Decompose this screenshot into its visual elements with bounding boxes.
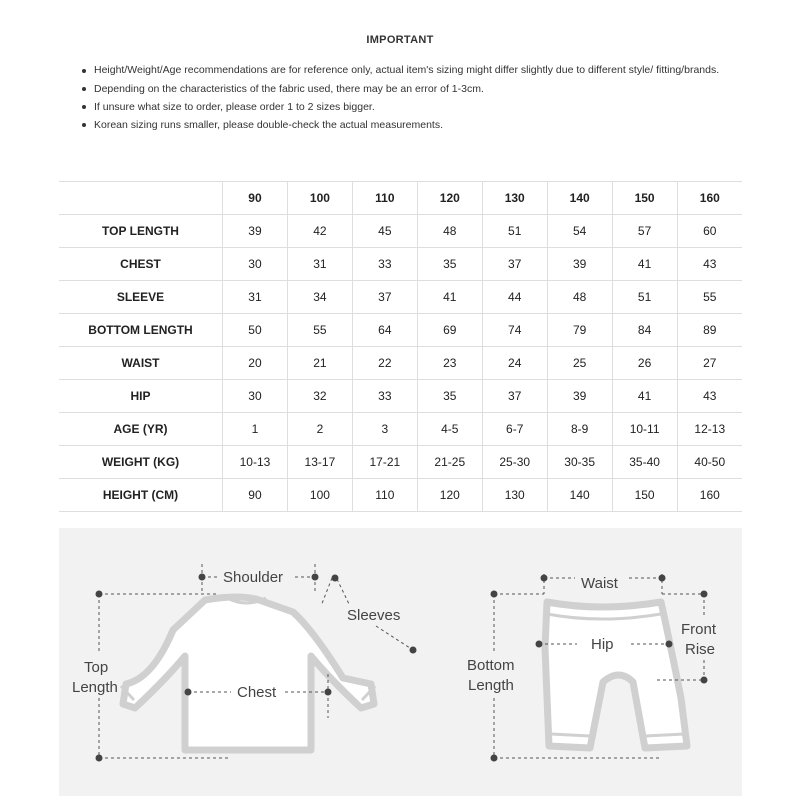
table-cell: 51: [482, 215, 547, 248]
table-cell: 12-13: [677, 413, 742, 446]
table-cell: 84: [612, 314, 677, 347]
sleeves-label: Sleeves: [347, 607, 401, 624]
table-cell: 43: [677, 380, 742, 413]
table-row: [59, 281, 742, 314]
table-cell: 43: [677, 248, 742, 281]
table-row: [59, 446, 742, 479]
table-cell: 90: [223, 479, 288, 512]
table-cell: 54: [547, 215, 612, 248]
table-cell: 110: [352, 479, 417, 512]
table-cell: 40-50: [677, 446, 742, 479]
bottom-length-label: Bottom: [467, 657, 515, 674]
shirt-outline: [123, 597, 374, 750]
sleeve-measure-line: [376, 626, 413, 650]
measurement-diagram-svg: [59, 528, 742, 796]
table-cell: 20: [223, 347, 288, 380]
table-cell: 79: [547, 314, 612, 347]
top-length-label: Top: [84, 659, 109, 676]
table-cell: 41: [612, 248, 677, 281]
size-header-cell: 90: [223, 182, 288, 215]
table-cell: 37: [482, 380, 547, 413]
table-cell: 55: [677, 281, 742, 314]
table-cell: 39: [547, 380, 612, 413]
table-cell: 10-11: [612, 413, 677, 446]
bottom-length-label: Length: [468, 677, 514, 694]
pants-outline: [545, 602, 687, 748]
table-cell: 32: [287, 380, 352, 413]
table-cell: 33: [352, 380, 417, 413]
size-header-cell: 150: [612, 182, 677, 215]
table-cell: 120: [417, 479, 482, 512]
size-chart-table: [59, 181, 742, 512]
size-header-cell: 160: [677, 182, 742, 215]
row-label: CHEST: [59, 248, 223, 281]
table-cell: 10-13: [223, 446, 288, 479]
table-cell: 57: [612, 215, 677, 248]
table-cell: 41: [612, 380, 677, 413]
measurement-diagram: [59, 528, 742, 796]
table-cell: 39: [223, 215, 288, 248]
table-cell: 48: [417, 215, 482, 248]
table-row: [59, 347, 742, 380]
table-cell: 60: [677, 215, 742, 248]
row-label: HEIGHT (CM): [59, 479, 223, 512]
table-cell: 51: [612, 281, 677, 314]
table-row: [59, 248, 742, 281]
table-cell: 22: [352, 347, 417, 380]
table-cell: 50: [223, 314, 288, 347]
table-cell: 37: [482, 248, 547, 281]
top-length-label: Length: [72, 679, 118, 696]
size-header-cell: 130: [482, 182, 547, 215]
size-header-cell: 120: [417, 182, 482, 215]
table-cell: 31: [223, 281, 288, 314]
table-cell: 44: [482, 281, 547, 314]
table-cell: 31: [287, 248, 352, 281]
table-cell: 2: [287, 413, 352, 446]
table-cell: 24: [482, 347, 547, 380]
pants-left-hem: [551, 734, 590, 736]
table-cell: 25-30: [482, 446, 547, 479]
note-item: Depending on the characteristics of the fabric used, there may be an error of 1-3cm.: [80, 80, 740, 98]
size-header-cell: 100: [287, 182, 352, 215]
table-cell: 1: [223, 413, 288, 446]
table-cell: 74: [482, 314, 547, 347]
table-row: [59, 380, 742, 413]
row-label: TOP LENGTH: [59, 215, 223, 248]
table-cell: 30: [223, 248, 288, 281]
table-cell: 35-40: [612, 446, 677, 479]
table-cell: 69: [417, 314, 482, 347]
front-rise-label: Rise: [685, 641, 716, 658]
table-cell: 27: [677, 347, 742, 380]
table-cell: 26: [612, 347, 677, 380]
table-cell: 160: [677, 479, 742, 512]
header-corner-cell: [59, 182, 223, 215]
row-label: HIP: [59, 380, 223, 413]
hip-label: Hip: [591, 636, 614, 653]
table-cell: 33: [352, 248, 417, 281]
row-label: WEIGHT (KG): [59, 446, 223, 479]
sleeve-measure-line: [321, 578, 332, 606]
note-item: Height/Weight/Age recommendations are for reference only, actual item's sizing might differ slightly due to different style/ fitting/brands.: [80, 62, 740, 78]
notes-list: [80, 62, 740, 134]
table-cell: 130: [482, 479, 547, 512]
table-row: [59, 215, 742, 248]
row-label: AGE (YR): [59, 413, 223, 446]
table-cell: 34: [287, 281, 352, 314]
table-cell: 23: [417, 347, 482, 380]
table-row: [59, 314, 742, 347]
table-cell: 48: [547, 281, 612, 314]
table-cell: 41: [417, 281, 482, 314]
size-header-cell: 140: [547, 182, 612, 215]
pants-right-hem: [645, 734, 685, 736]
table-cell: 42: [287, 215, 352, 248]
table-cell: 21-25: [417, 446, 482, 479]
note-item: Korean sizing runs smaller, please double-check the actual measurements.: [80, 116, 740, 134]
table-cell: 35: [417, 248, 482, 281]
table-cell: 30: [223, 380, 288, 413]
table-cell: 55: [287, 314, 352, 347]
page-title: IMPORTANT: [366, 34, 434, 46]
table-cell: 39: [547, 248, 612, 281]
sleeve-measure-line: [337, 579, 349, 604]
table-cell: 21: [287, 347, 352, 380]
shoulder-label: Shoulder: [223, 569, 284, 586]
table-cell: 100: [287, 479, 352, 512]
table-row: [59, 413, 742, 446]
size-header-row: [59, 182, 742, 215]
note-item: If unsure what size to order, please order 1 to 2 sizes bigger.: [80, 98, 740, 116]
front-rise-label: Front: [681, 621, 717, 638]
table-cell: 4-5: [417, 413, 482, 446]
table-row: [59, 479, 742, 512]
table-cell: 13-17: [287, 446, 352, 479]
table-cell: 6-7: [482, 413, 547, 446]
table-cell: 8-9: [547, 413, 612, 446]
table-cell: 30-35: [547, 446, 612, 479]
table-cell: 89: [677, 314, 742, 347]
table-cell: 3: [352, 413, 417, 446]
waist-label: Waist: [581, 575, 618, 592]
table-cell: 140: [547, 479, 612, 512]
row-label: SLEEVE: [59, 281, 223, 314]
table-cell: 64: [352, 314, 417, 347]
table-cell: 35: [417, 380, 482, 413]
table-cell: 45: [352, 215, 417, 248]
table-cell: 17-21: [352, 446, 417, 479]
table-cell: 37: [352, 281, 417, 314]
row-label: WAIST: [59, 347, 223, 380]
size-header-cell: 110: [352, 182, 417, 215]
table-cell: 150: [612, 479, 677, 512]
table-cell: 25: [547, 347, 612, 380]
chest-label: Chest: [237, 684, 277, 701]
row-label: BOTTOM LENGTH: [59, 314, 223, 347]
